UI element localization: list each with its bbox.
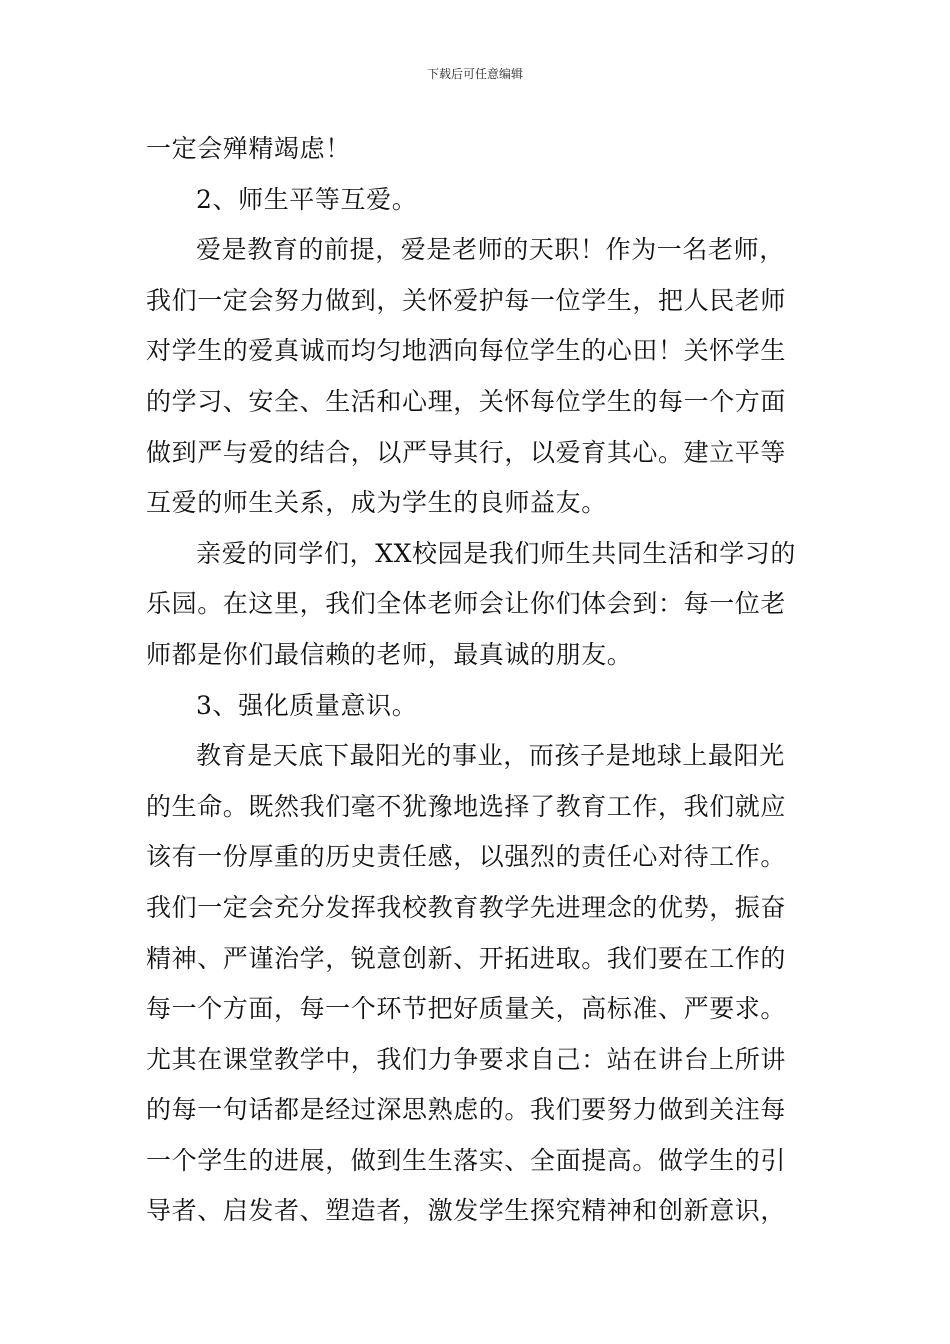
text-line: 一个学生的进展，做到生生落实、全面提高。做学生的引 — [146, 1145, 787, 1175]
text-line: 尤其在课堂教学中，我们力争要求自己：站在讲台上所讲 — [146, 1044, 787, 1074]
text-line: 师都是你们最信赖的老师，最真诚的朋友。 — [146, 639, 633, 669]
text-line: 做到严与爱的结合，以严导其行，以爱育其心。建立平等 — [146, 437, 787, 467]
text-line: 乐园。在这里，我们全体老师会让你们体会到：每一位老 — [146, 589, 787, 619]
text-line: 该有一份厚重的历史责任感，以强烈的责任心对待工作。 — [146, 842, 787, 872]
section-heading: 2、师生平等互爱。 — [196, 184, 418, 214]
document-body — [146, 124, 810, 1237]
text-line: 的学习、安全、生活和心理，关怀每位学生的每一个方面 — [146, 386, 787, 416]
text-line: 精神、严谨治学，锐意创新、开拓进取。我们要在工作的 — [146, 943, 787, 973]
section-heading: 3、强化质量意识。 — [196, 690, 418, 720]
text-line: 爱是教育的前提，爱是老师的天职！作为一名老师， — [196, 235, 785, 265]
text-line: 我们一定会努力做到，关怀爱护每一位学生，把人民老师 — [146, 285, 787, 315]
text-line: 教育是天底下最阳光的事业，而孩子是地球上最阳光 — [196, 741, 785, 771]
text-line: 互爱的师生关系，成为学生的良师益友。 — [146, 488, 607, 518]
text-line: 导者、启发者、塑造者，激发学生探究精神和创新意识， — [146, 1196, 787, 1226]
text-line: 对学生的爱真诚而均匀地洒向每位学生的心田！关怀学生 — [146, 336, 787, 366]
text-line: 每一个方面，每一个环节把好质量关，高标准、严要求。 — [146, 994, 787, 1024]
text-line: 我们一定会充分发挥我校教育教学先进理念的优势，振奋 — [146, 892, 787, 922]
text-line: 的生命。既然我们毫不犹豫地选择了教育工作，我们就应 — [146, 791, 787, 821]
text-line: 一定会殚精竭虑！ — [146, 134, 351, 163]
text-line: 亲爱的同学们，XX校园是我们师生共同生活和学习的 — [196, 538, 796, 568]
page-header-note: 下载后可任意编辑 — [426, 67, 523, 81]
text-line: 的每一句话都是经过深思熟虑的。我们要努力做到关注每 — [146, 1095, 787, 1125]
